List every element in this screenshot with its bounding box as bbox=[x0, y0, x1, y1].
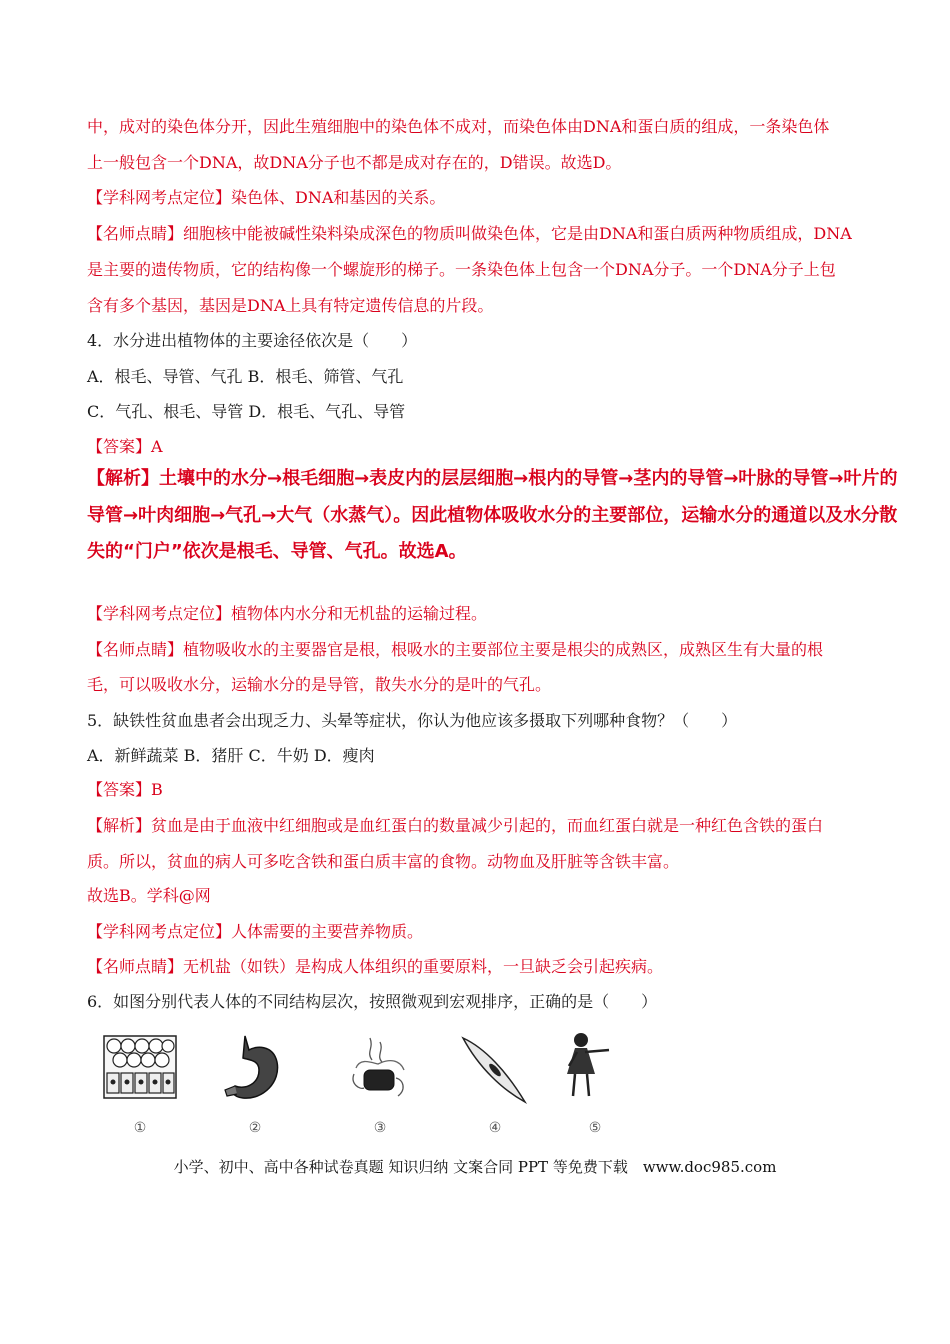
text-line-15: 【名师点睛】植物吸收水的主要器官是根，根吸水的主要部位主要是根尖的成熟区，成熟区生有大量的根 bbox=[87, 640, 824, 659]
analysis-4-line-1: 【解析】土壤中的水分→根毛细胞→表皮内的层层细胞→根内的导管→茎内的导管→叶脉的导管→叶片的 bbox=[87, 468, 898, 489]
page-footer: 小学、初中、高中各种试卷真题 知识归纳 文案合同 PPT 等免费下载 www.doc985.com bbox=[173, 1158, 777, 1176]
digestive-system-icon bbox=[340, 1028, 420, 1116]
tissue-icon bbox=[100, 1028, 180, 1116]
text-line-1: 中，成对的染色体分开，因此生殖细胞中的染色体不成对，而染色体由DNA和蛋白质的组成，一条染色体 bbox=[87, 117, 830, 136]
answer-4: 【答案】A bbox=[87, 437, 163, 456]
analysis-5-line-1: 【解析】贫血是由于血液中红细胞或是血红蛋白的数量减少引起的，而血红蛋白就是一种红色含铁的蛋白 bbox=[87, 816, 824, 835]
question-4-options-ab: A．根毛、导管、气孔 B．根毛、筛管、气孔 bbox=[87, 367, 404, 386]
question-4: 4．水分进出植物体的主要途径依次是（ ） bbox=[87, 331, 418, 350]
question-5: 5．缺铁性贫血患者会出现乏力、头晕等症状，你认为他应该多摄取下列哪种食物？（ ） bbox=[87, 711, 738, 730]
analysis-4-line-3: 失的“门户”依次是根毛、导管、气孔。故选A。 bbox=[87, 541, 467, 562]
question-6: 6．如图分别代表人体的不同结构层次，按照微观到宏观排序，正确的是（ ） bbox=[87, 992, 658, 1011]
text-line-4: 【名师点睛】细胞核中能被碱性染料染成深色的物质叫做染色体，它是由DNA和蛋白质两种物质组成，DNA bbox=[87, 224, 852, 243]
text-line-6: 含有多个基因，基因是DNA上具有特定遗传信息的片段。 bbox=[87, 296, 494, 315]
figure-label-3: ③ bbox=[373, 1120, 387, 1136]
figure-item-1 bbox=[100, 1028, 180, 1138]
text-line-14: 【学科网考点定位】植物体内水分和无机盐的运输过程。 bbox=[87, 604, 488, 623]
analysis-4-line-2: 导管→叶肉细胞→气孔→大气（水蒸气）。因此植物体吸收水分的主要部位，运输水分的通道以及水分散 bbox=[87, 505, 898, 526]
figure-item-4 bbox=[455, 1028, 535, 1138]
analysis-5-line-3: 故选B。学科@网 bbox=[87, 886, 211, 905]
text-line-24: 【名师点睛】无机盐（如铁）是构成人体组织的重要原料，一旦缺乏会引起疾病。 bbox=[87, 957, 664, 976]
text-line-3: 【学科网考点定位】染色体、DNA和基因的关系。 bbox=[87, 188, 446, 207]
text-line-2: 上一般包含一个DNA，故DNA分子也不都是成对存在的，D错误。故选D。 bbox=[87, 153, 622, 172]
stomach-icon bbox=[215, 1028, 295, 1116]
figure-label-1: ① bbox=[133, 1120, 147, 1136]
figure-item-3 bbox=[340, 1028, 420, 1138]
question-5-options: A．新鲜蔬菜 B．猪肝 C．牛奶 D．瘦肉 bbox=[87, 746, 375, 765]
text-line-16: 毛，可以吸收水分，运输水分的是导管，散失水分的是叶的气孔。 bbox=[87, 675, 552, 694]
analysis-5-line-2: 质。所以，贫血的病人可多吃含铁和蛋白质丰富的食物。动物血及肝脏等含铁丰富。 bbox=[87, 852, 680, 871]
muscle-cell-icon bbox=[455, 1028, 535, 1116]
answer-5: 【答案】B bbox=[87, 780, 163, 799]
question-4-options-cd: C．气孔、根毛、导管 D．根毛、气孔、导管 bbox=[87, 402, 406, 421]
figure-label-4: ④ bbox=[488, 1120, 502, 1136]
text-line-23: 【学科网考点定位】人体需要的主要营养物质。 bbox=[87, 922, 424, 941]
figure-item-2 bbox=[215, 1028, 295, 1138]
structure-levels-figure bbox=[100, 1028, 640, 1138]
figure-label-2: ② bbox=[248, 1120, 262, 1136]
human-figure-icon bbox=[555, 1028, 635, 1116]
figure-label-5: ⑤ bbox=[588, 1120, 602, 1136]
text-line-5: 是主要的遗传物质，它的结构像一个螺旋形的梯子。一条染色体上包含一个DNA分子。一个DNA分子上包 bbox=[87, 260, 836, 279]
figure-item-5 bbox=[555, 1028, 635, 1138]
